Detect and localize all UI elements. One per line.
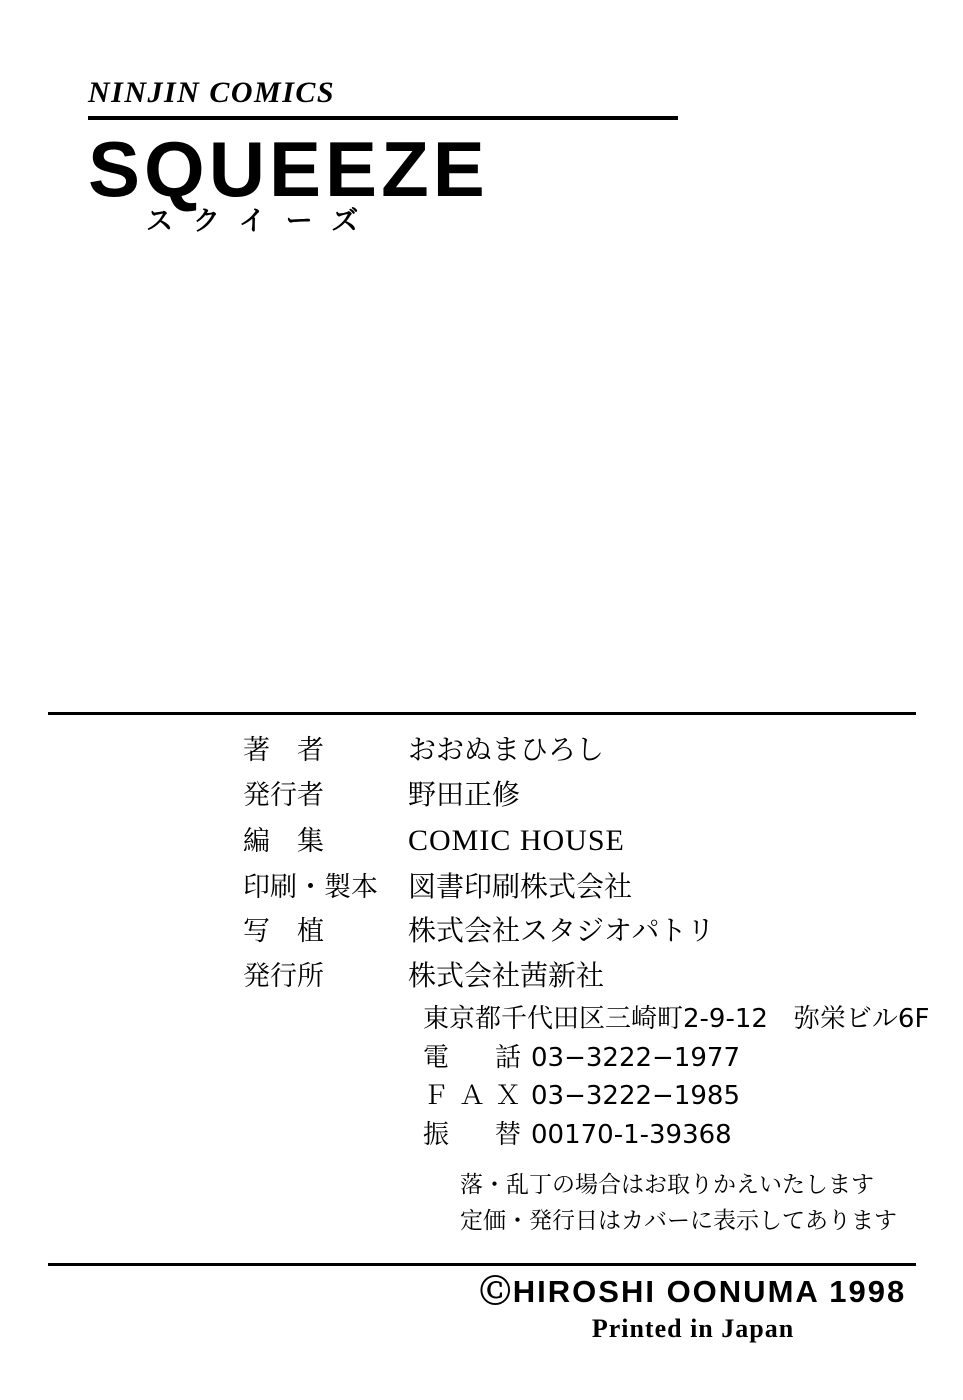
furikae-value: 00170-1-39368 (531, 1119, 732, 1150)
masthead (88, 76, 688, 238)
colophon-row-editor (243, 819, 943, 863)
colophon-top-divider (48, 712, 916, 715)
fax-value: 03−3222−1985 (531, 1081, 740, 1112)
address-furikae (423, 1116, 943, 1154)
masthead-divider (88, 116, 678, 120)
colophon-value-publisher-person: 野田正修 (408, 777, 521, 811)
notice-defective-copy: 落・乱丁の場合はお取りかえいたします (460, 1172, 874, 1198)
publisher-address-block (423, 1000, 943, 1154)
colophon-label-publisher-person: 発行者 (243, 779, 324, 811)
notices-block (460, 1168, 920, 1239)
colophon-label-typesetting: 写 植 (243, 916, 324, 948)
series-title: SQUEEZE (88, 125, 489, 213)
furikae-label: 振 替 (423, 1119, 532, 1150)
colophon-row-author (243, 730, 943, 771)
colophon-label-editor: 編 集 (243, 826, 324, 858)
notice-price-date: 定価・発行日はカバーに表示してあります (460, 1207, 897, 1234)
colophon-row-publisher-person (243, 775, 943, 816)
colophon-label-author: 著 者 (243, 735, 324, 766)
tel-value: 03−3222−1977 (531, 1042, 740, 1073)
series-title-kana: スクイーズ (146, 206, 379, 238)
address-tel (423, 1039, 943, 1077)
printed-in-line: Printed in Japan (591, 1313, 795, 1343)
address-fax (423, 1077, 943, 1115)
colophon-value-author: おおぬまひろし (408, 733, 605, 766)
colophon-row-typesetting (243, 911, 943, 952)
colophon-value-printing: 図書印刷株式会社 (408, 869, 633, 903)
colophon-label-publisher: 発行所 (243, 960, 324, 992)
imprint-label: NINJIN COMICS (88, 76, 336, 109)
copyright-line: ⒸHIROSHI OONUMA 1998 (479, 1274, 907, 1309)
colophon-label-printing: 印刷・製本 (243, 871, 378, 903)
tel-label: 電 話 (423, 1042, 532, 1073)
colophon-value-typesetting: 株式会社スタジオパトリ (408, 914, 715, 948)
fax-label: ＦＡＸ (423, 1081, 532, 1112)
address-street: 東京都千代田区三崎町2-9-12 弥栄ビル6F (423, 1004, 930, 1035)
colophon-value-publisher: 株式会社茜新社 (408, 958, 605, 992)
colophon-block (243, 730, 943, 1154)
colophon-bottom-divider (48, 1263, 916, 1266)
copyright-block (458, 1274, 928, 1344)
colophon-value-editor: COMIC HOUSE (408, 824, 625, 858)
colophon-row-printing (243, 867, 943, 908)
colophon-row-publisher (243, 956, 943, 997)
